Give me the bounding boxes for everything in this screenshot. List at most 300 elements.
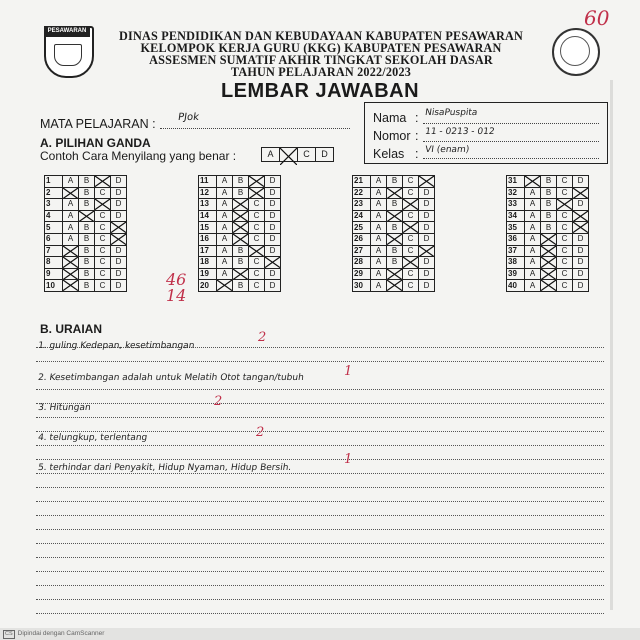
option-a[interactable]: A [371,210,387,222]
option-a[interactable]: A [371,245,387,257]
option-b[interactable] [233,222,249,234]
answer-row [353,187,435,199]
option-c[interactable]: C [557,257,573,269]
option-a[interactable] [63,187,79,199]
option-d[interactable]: D [419,210,435,222]
essay-score-1: 2 [258,330,267,345]
question-number: 2 [45,187,63,199]
option-a[interactable]: A [217,176,233,188]
nomor-value: 11 - 0213 - 012 [424,127,496,137]
question-number: 11 [199,176,217,188]
option-a[interactable]: A [525,199,541,211]
example-options [262,147,334,162]
option-a[interactable]: A [371,233,387,245]
option-b[interactable] [233,233,249,245]
answer-row [507,268,589,280]
option-d[interactable]: D [111,199,127,211]
option-b[interactable] [541,268,557,280]
answer-row [199,187,281,199]
answer-grid-11-20 [198,175,281,292]
letterhead [96,30,546,78]
mata-pelajaran-label: MATA PELAJARAN : [40,117,156,131]
option-b[interactable] [541,257,557,269]
cross-mark-icon [63,246,78,257]
option-c[interactable] [557,199,573,211]
question-number: 24 [353,210,371,222]
option-a[interactable]: A [525,257,541,269]
option-d[interactable]: D [419,257,435,269]
cross-mark-icon [95,176,110,187]
answer-row [507,245,589,257]
option-d[interactable]: D [265,280,281,292]
option-b[interactable]: B [387,176,403,188]
option-c[interactable] [249,187,265,199]
question-number: 38 [507,257,525,269]
option-a[interactable]: A [525,187,541,199]
cross-mark-icon [419,176,434,187]
cross-mark-icon [233,234,248,245]
option-a[interactable] [525,176,541,188]
answer-row [353,222,435,234]
option-a[interactable]: A [371,268,387,280]
answer-row [199,222,281,234]
question-number: 19 [199,268,217,280]
nama-value: NisaPuspita [424,108,479,118]
answer-row [353,199,435,211]
question-number: 6 [45,233,63,245]
option-b[interactable]: B [233,176,249,188]
option-d[interactable]: D [419,187,435,199]
cross-mark-icon [541,246,556,257]
answer-row [507,187,589,199]
option-b[interactable]: B [541,210,557,222]
question-number: 13 [199,199,217,211]
option-b[interactable]: B [233,187,249,199]
question-number: 36 [507,233,525,245]
option-a[interactable]: A [371,187,387,199]
answer-row [353,280,435,292]
essay-answer-5: 5. terhindar dari Penyakit, Hidup Nyaman, Hidup Bersih. [37,463,292,473]
option-d[interactable]: D [573,268,589,280]
option-d[interactable]: D [419,268,435,280]
question-number: 18 [199,257,217,269]
option-d[interactable]: D [265,199,281,211]
option-b[interactable] [233,268,249,280]
cross-mark-icon [541,269,556,280]
cross-mark-icon [249,176,264,187]
option-c[interactable]: C [95,280,111,292]
option-d[interactable]: D [111,257,127,269]
option-c[interactable] [403,199,419,211]
option-d[interactable]: D [419,233,435,245]
option-b[interactable]: B [79,199,95,211]
option-b[interactable] [387,280,403,292]
essay-answer-3: 3. Hitungan [37,403,92,413]
option-d[interactable] [573,222,589,234]
option-a[interactable]: A [525,233,541,245]
option-b[interactable]: B [541,199,557,211]
cross-mark-icon [541,234,556,245]
option-c[interactable] [95,176,111,188]
cross-mark-icon [419,246,434,257]
option-b[interactable]: B [541,176,557,188]
option-b[interactable] [233,199,249,211]
option-b[interactable]: B [233,257,249,269]
option-d[interactable] [265,257,281,269]
option-a[interactable]: A [371,257,387,269]
answer-row [507,233,589,245]
option-c[interactable]: C [403,187,419,199]
option-d[interactable]: D [111,187,127,199]
option-d[interactable]: D [265,268,281,280]
option-a[interactable]: A [63,210,79,222]
question-number: 37 [507,245,525,257]
option-d[interactable] [419,176,435,188]
option-d[interactable]: D [265,176,281,188]
answer-row [45,268,127,280]
option-d[interactable]: D [419,222,435,234]
option-b[interactable] [541,245,557,257]
option-c[interactable]: C [557,176,573,188]
question-number: 35 [507,222,525,234]
cross-mark-icon [63,269,78,280]
option-d[interactable]: D [265,233,281,245]
cross-mark-icon [403,257,418,268]
camscanner-badge-icon: CS [5,631,13,637]
correct-count-mark: 46 [166,270,187,289]
answer-row [507,199,589,211]
option-a[interactable] [63,257,79,269]
option-b[interactable] [541,233,557,245]
answer-row [199,233,281,245]
option-a[interactable] [63,268,79,280]
essay-answer-4: 4. telungkup, terlentang [37,433,148,443]
option-c[interactable]: C [557,280,573,292]
question-number: 12 [199,187,217,199]
question-number: 25 [353,222,371,234]
option-a[interactable]: A [217,257,233,269]
cross-mark-icon [573,188,588,199]
option-c[interactable]: C [249,233,265,245]
option-c[interactable]: C [557,233,573,245]
option-a[interactable]: A [525,222,541,234]
nama-label: Nama [373,111,407,125]
option-b[interactable]: B [79,187,95,199]
option-c[interactable]: C [95,257,111,269]
option-a[interactable]: A [217,222,233,234]
answer-row [45,257,127,269]
cross-mark-icon [387,269,402,280]
question-number: 39 [507,268,525,280]
cross-mark-icon [233,211,248,222]
option-b[interactable]: B [233,245,249,257]
option-c[interactable] [249,245,265,257]
answer-grid-1-10 [44,175,127,292]
option-c[interactable]: C [557,222,573,234]
option-c[interactable]: C [95,268,111,280]
option-d[interactable]: D [265,210,281,222]
option-c[interactable]: C [557,210,573,222]
crest-shield [54,44,82,66]
option-b[interactable]: B [79,245,95,257]
essay-answer-1: 1. guling Kedepan, kesetimbangan [37,341,196,351]
option-c[interactable] [95,199,111,211]
question-number: 8 [45,257,63,269]
option-b[interactable]: B [79,176,95,188]
option-d[interactable]: D [573,257,589,269]
cross-mark-icon [233,222,248,233]
question-number: 21 [353,176,371,188]
answer-row [45,187,127,199]
option-c[interactable]: C [557,268,573,280]
answer-row [353,233,435,245]
cross-mark-icon [541,257,556,268]
option-c[interactable]: C [95,187,111,199]
option-b[interactable]: B [387,199,403,211]
answer-row [507,176,589,188]
option-c[interactable]: C [403,268,419,280]
option-d[interactable] [573,187,589,199]
option-a[interactable] [63,245,79,257]
question-number: 29 [353,268,371,280]
answer-row [199,280,281,292]
option-c[interactable]: C [95,233,111,245]
question-number: 33 [507,199,525,211]
option-d[interactable]: D [419,199,435,211]
cross-mark-icon [63,257,78,268]
question-number: 3 [45,199,63,211]
crest-banner: PESAWARAN [44,26,90,37]
question-number: 15 [199,222,217,234]
option-c[interactable]: C [403,245,419,257]
cross-mark-icon [249,246,264,257]
essay-score-2: 1 [344,364,353,379]
question-number: 26 [353,233,371,245]
option-c[interactable]: C [557,187,573,199]
answer-row [199,210,281,222]
example-option-a: A [261,147,280,162]
option-c[interactable]: C [95,210,111,222]
option-d[interactable] [111,222,127,234]
district-crest-icon [44,26,94,78]
tut-wuri-handayani-icon [552,28,600,76]
option-c[interactable] [403,222,419,234]
cross-mark-icon [403,222,418,233]
option-c[interactable]: C [403,233,419,245]
mata-pelajaran-value: PJok [177,112,200,123]
answer-grid-21-30 [352,175,435,292]
option-c[interactable]: C [95,245,111,257]
option-b[interactable]: B [387,222,403,234]
option-d[interactable]: D [265,245,281,257]
option-a[interactable]: A [217,268,233,280]
answer-row [199,257,281,269]
option-c[interactable]: C [95,222,111,234]
option-d[interactable]: D [573,199,589,211]
answer-row [199,176,281,188]
answer-row [507,210,589,222]
option-d[interactable]: D [111,280,127,292]
option-a[interactable]: A [525,268,541,280]
option-b[interactable]: B [541,187,557,199]
cross-mark-icon [249,188,264,199]
answer-row [45,199,127,211]
option-d[interactable]: D [111,176,127,188]
option-c[interactable]: C [403,176,419,188]
answer-row [353,245,435,257]
option-c[interactable]: C [557,245,573,257]
option-b[interactable] [233,210,249,222]
option-b[interactable]: B [79,233,95,245]
nomor-label: Nomor [373,129,411,143]
option-c[interactable] [249,176,265,188]
option-b[interactable] [387,233,403,245]
option-d[interactable] [419,245,435,257]
option-a[interactable] [217,280,233,292]
cross-mark-icon [573,222,588,233]
option-b[interactable] [387,210,403,222]
question-number: 5 [45,222,63,234]
answer-row [45,210,127,222]
answer-row [353,268,435,280]
option-d[interactable]: D [265,187,281,199]
option-c[interactable] [403,257,419,269]
option-a[interactable]: A [217,233,233,245]
header-line-1: DINAS PENDIDIKAN DAN KEBUDAYAAN KABUPATEN PESAWARAN [119,29,523,43]
option-a[interactable]: A [217,245,233,257]
section-b-title: B. URAIAN [40,322,102,336]
option-a[interactable]: A [371,222,387,234]
answer-row [45,280,127,292]
question-number: 28 [353,257,371,269]
answer-row [45,233,127,245]
option-d[interactable]: D [419,280,435,292]
option-a[interactable]: A [217,210,233,222]
question-number: 22 [353,187,371,199]
option-c[interactable]: C [403,210,419,222]
option-d[interactable]: D [573,176,589,188]
option-c[interactable]: C [249,210,265,222]
option-b[interactable]: B [541,222,557,234]
option-a[interactable]: A [217,199,233,211]
option-c[interactable]: C [249,257,265,269]
option-d[interactable]: D [573,233,589,245]
cross-mark-icon [387,280,402,291]
option-a[interactable]: A [63,199,79,211]
option-a[interactable]: A [525,280,541,292]
option-d[interactable] [573,210,589,222]
question-number: 16 [199,233,217,245]
cross-mark-icon [111,234,126,245]
option-d[interactable]: D [111,210,127,222]
cross-mark-icon [63,188,78,199]
header-line-2: KELOMPOK KERJA GURU (KKG) KABUPATEN PESAWARAN [140,41,502,55]
option-a[interactable]: A [217,187,233,199]
option-d[interactable]: D [573,280,589,292]
answer-row [507,222,589,234]
option-c[interactable]: C [249,222,265,234]
option-b[interactable] [541,280,557,292]
option-b[interactable]: B [233,280,249,292]
question-number: 7 [45,245,63,257]
essay-score-5: 1 [344,452,353,467]
scanner-footer [0,628,640,640]
cross-mark-icon [233,199,248,210]
cross-mark-icon [79,211,94,222]
cross-mark-icon [387,188,402,199]
cross-mark-icon [403,199,418,210]
essay-score-4: 2 [256,425,265,440]
option-a[interactable]: A [63,233,79,245]
wrong-count-mark: 14 [166,286,187,305]
cross-mark-icon [387,211,402,222]
option-b[interactable] [387,187,403,199]
question-number: 40 [507,280,525,292]
option-b[interactable]: B [387,245,403,257]
question-number: 9 [45,268,63,280]
option-a[interactable]: A [371,280,387,292]
option-d[interactable]: D [573,245,589,257]
cross-mark-icon [95,199,110,210]
option-b[interactable] [387,268,403,280]
option-c[interactable]: C [403,280,419,292]
answer-row [353,257,435,269]
identity-box: Nama : NisaPuspita Nomor : 11 - 0213 - 012 Kelas : VI (enam) [364,102,608,164]
section-a-title: A. PILIHAN GANDA [40,136,151,150]
cross-mark-icon [63,280,78,291]
option-b[interactable]: B [79,222,95,234]
answer-row [353,176,435,188]
header-line-3: ASSESMEN SUMATIF AKHIR TINGKAT SEKOLAH DASAR [149,53,493,67]
cross-mark-icon [265,257,280,268]
option-b[interactable]: B [387,257,403,269]
option-a[interactable]: A [371,176,387,188]
answer-row [199,199,281,211]
option-d[interactable] [111,233,127,245]
option-a[interactable]: A [525,210,541,222]
option-b[interactable]: B [79,257,95,269]
example-option-c: C [297,147,316,162]
option-a[interactable] [63,280,79,292]
option-c[interactable]: C [249,280,265,292]
option-d[interactable]: D [111,268,127,280]
option-d[interactable]: D [265,222,281,234]
question-number: 27 [353,245,371,257]
cross-mark-icon [573,211,588,222]
question-number: 1 [45,176,63,188]
option-a[interactable]: A [371,199,387,211]
answer-row [45,245,127,257]
option-b[interactable]: B [79,268,95,280]
option-b[interactable] [79,210,95,222]
option-d[interactable]: D [111,245,127,257]
example-option-d: D [315,147,334,162]
question-number: 20 [199,280,217,292]
option-b[interactable]: B [79,280,95,292]
answer-grid-31-40 [506,175,589,292]
question-number: 30 [353,280,371,292]
option-a[interactable]: A [63,176,79,188]
example-label: Contoh Cara Menyilang yang benar : [40,149,237,163]
question-number: 17 [199,245,217,257]
question-number: 31 [507,176,525,188]
option-c[interactable]: C [249,199,265,211]
option-a[interactable]: A [63,222,79,234]
question-number: 14 [199,210,217,222]
answer-row [507,280,589,292]
option-c[interactable]: C [249,268,265,280]
option-a[interactable]: A [525,245,541,257]
